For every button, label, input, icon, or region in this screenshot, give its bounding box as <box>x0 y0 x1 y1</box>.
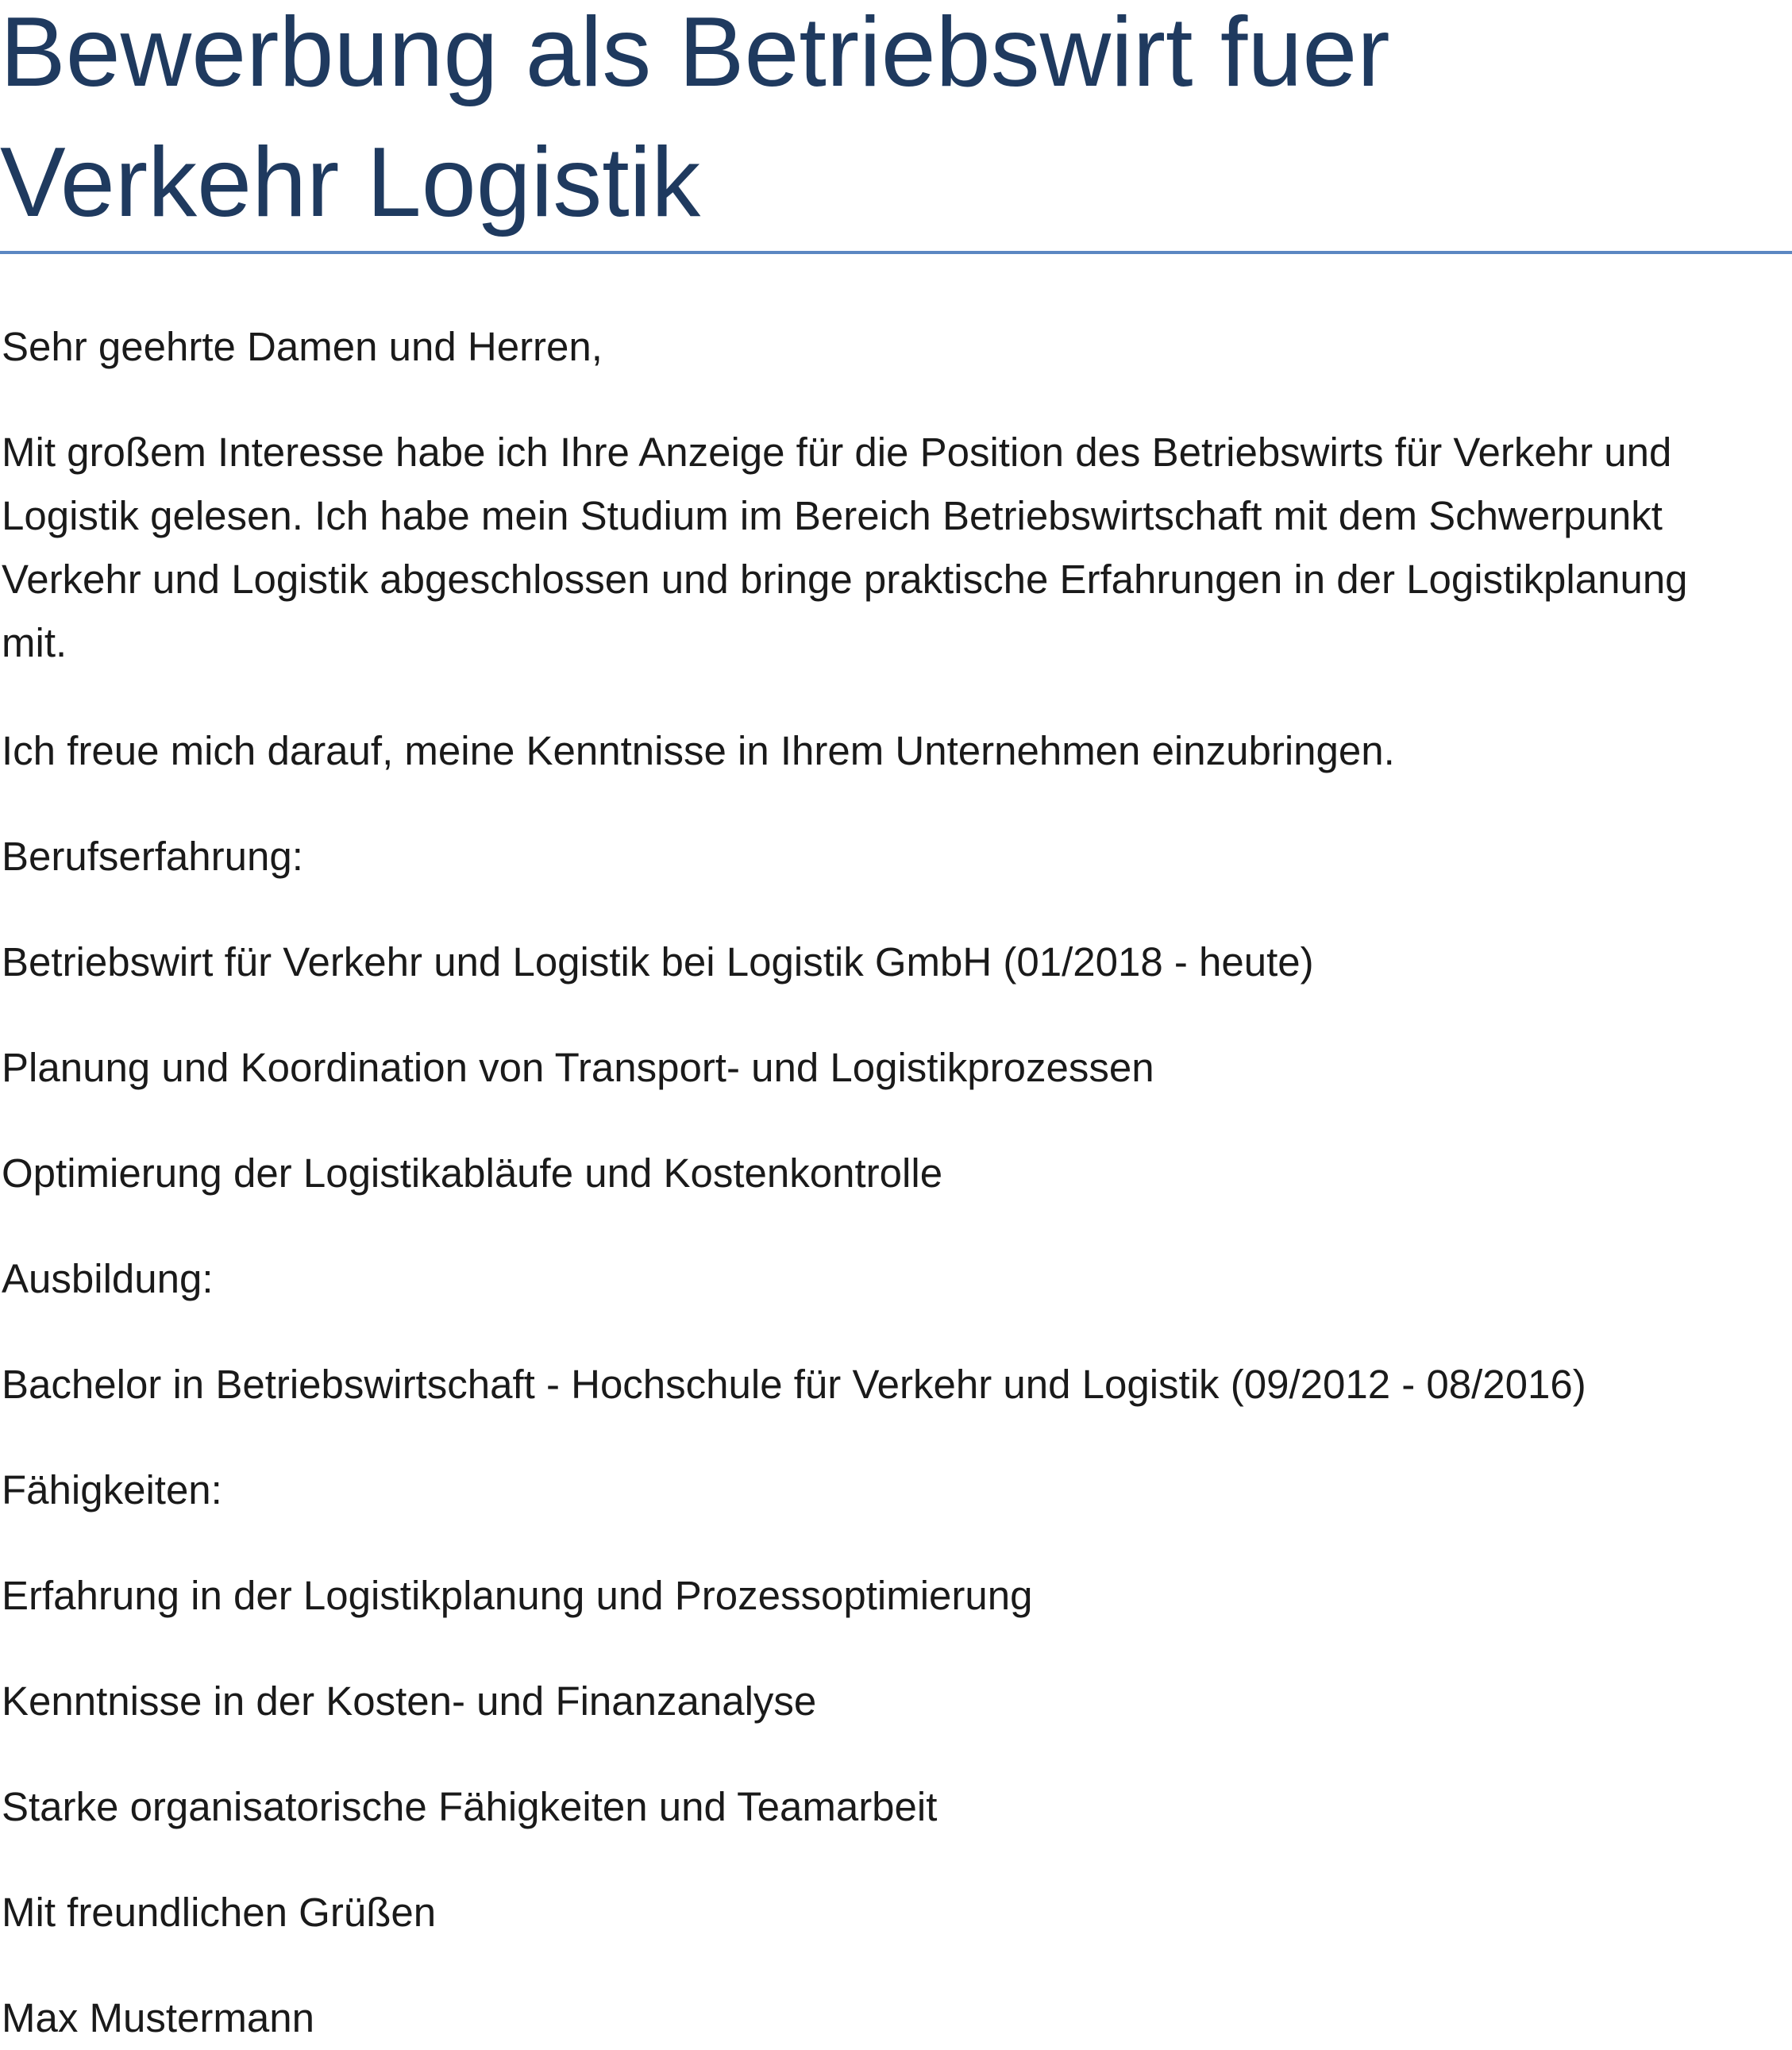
skills-item: Starke organisatorische Fähigkeiten und Teamarbeit <box>2 1784 938 1829</box>
education-item: Bachelor in Betriebswirtschaft - Hochschule für Verkehr und Logistik (09/2012 - 08/2016) <box>2 1362 1586 1407</box>
document-title <box>0 0 1792 248</box>
education-heading: Ausbildung: <box>2 1256 214 1301</box>
document-title-line-1: Bewerbung als Betriebswirt fuer <box>0 0 1390 107</box>
experience-item: Planung und Koordination von Transport- und Logistikprozessen <box>2 1045 1154 1090</box>
experience-heading: Berufserfahrung: <box>2 834 303 879</box>
skills-item: Kenntnisse in der Kosten- und Finanzanalyse <box>2 1678 817 1724</box>
intro-line-3: Verkehr und Logistik abgeschlossen und bringe praktische Erfahrungen in der Logistikplanung <box>2 557 1688 602</box>
closing: Mit freundlichen Grüßen <box>2 1890 437 1935</box>
intro-line-1: Mit großem Interesse habe ich Ihre Anzeige für die Position des Betriebswirts für Verkehr und <box>2 430 1672 475</box>
experience-item: Optimierung der Logistikabläufe und Kostenkontrolle <box>2 1150 943 1196</box>
signature: Max Mustermann <box>2 1995 314 2040</box>
salutation: Sehr geehrte Damen und Herren, <box>2 324 603 369</box>
document-title-line-2: Verkehr Logistik <box>0 128 701 237</box>
intro-line-4: mit. <box>2 620 67 665</box>
intro-paragraph <box>2 421 1788 675</box>
skills-heading: Fähigkeiten: <box>2 1467 222 1512</box>
experience-item: Betriebswirt für Verkehr und Logistik bei Logistik GmbH (01/2018 - heute) <box>2 939 1314 985</box>
skills-item: Erfahrung in der Logistikplanung und Prozessoptimierung <box>2 1573 1033 1618</box>
intro-line-2: Logistik gelesen. Ich habe mein Studium im Bereich Betriebswirtschaft mit dem Schwerpunkt <box>2 493 1663 538</box>
motivation-paragraph: Ich freue mich darauf, meine Kenntnisse in Ihrem Unternehmen einzubringen. <box>2 728 1395 773</box>
title-divider <box>0 251 1792 254</box>
